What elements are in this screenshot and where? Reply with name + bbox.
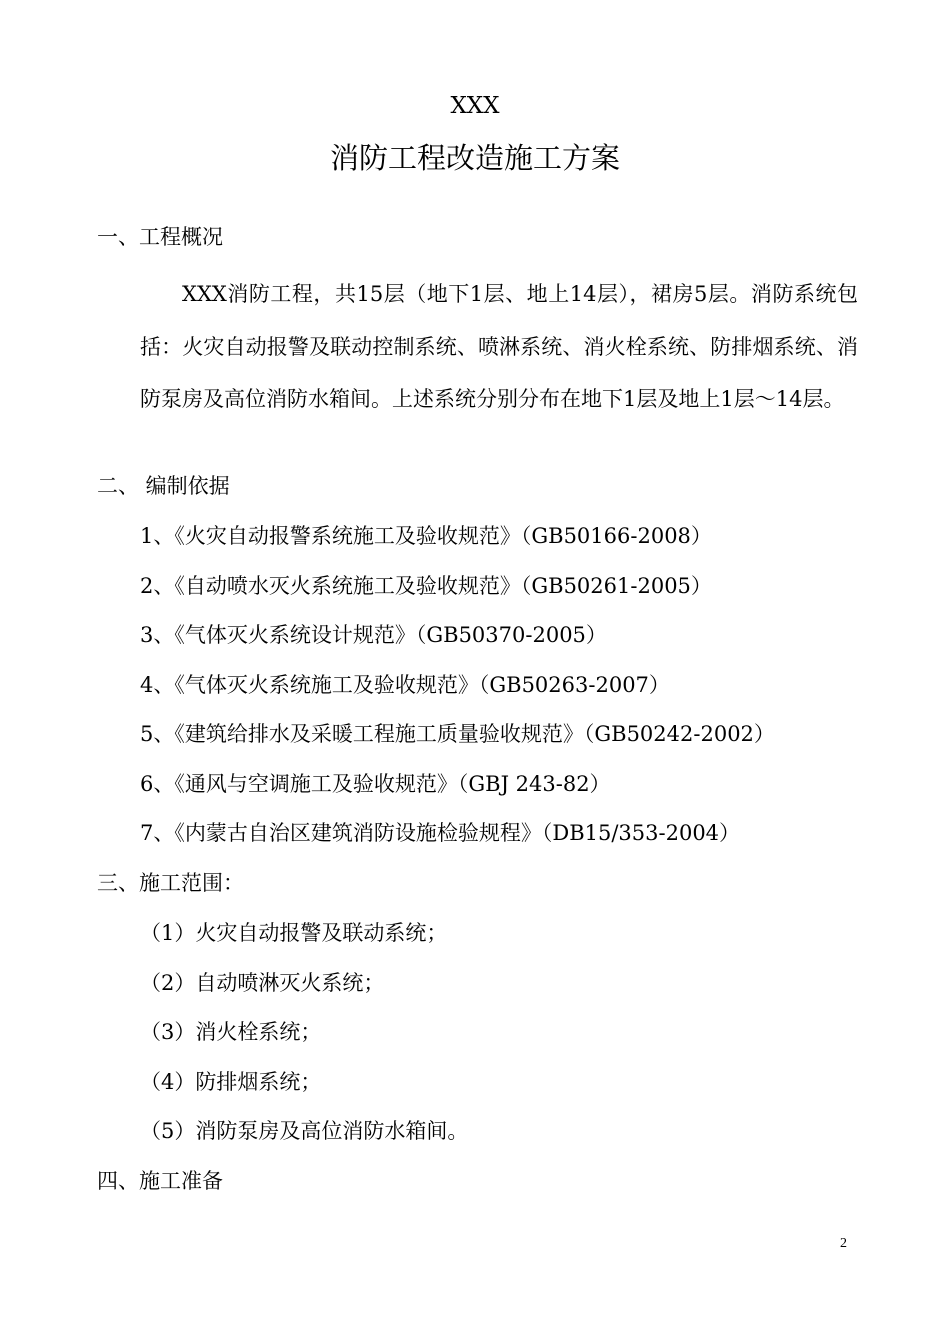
scope-list-item: （5）消防泵房及高位消防水箱间。: [140, 1119, 469, 1143]
section-heading-preparation: 四、施工准备: [97, 1169, 223, 1193]
page-number: 2: [840, 1236, 847, 1251]
scope-list-item: （2）自动喷淋灭火系统；: [140, 971, 385, 995]
basis-list-item: 3、《气体灭火系统设计规范》（GB50370-2005）: [140, 623, 607, 647]
section-heading-overview: 一、工程概况: [97, 225, 223, 249]
scope-list-item: （4）防排烟系统；: [140, 1070, 322, 1094]
basis-list-item: 2、《自动喷水灭火系统施工及验收规范》（GB50261-2005）: [140, 574, 712, 598]
basis-list-item: 5、《建筑给排水及采暖工程施工质量验收规范》（GB50242-2002）: [140, 722, 775, 746]
scope-list-item: （3）消火栓系统；: [140, 1020, 322, 1044]
basis-list-item: 7、《内蒙古自治区建筑消防设施检验规程》（DB15/353-2004）: [140, 821, 741, 845]
document-title-project: XXX: [450, 93, 500, 119]
overview-paragraph: XXX消防工程，共15层（地下1层、地上14层），裙房5层。消防系统包括：火灾自动报警及联动控制系统、喷淋系统、消火栓系统、防排烟系统、消防泵房及高位消防水箱间。上述系统分别分布在地下1层及地上1层～14层。: [140, 282, 858, 411]
scope-list-item: （1）火灾自动报警及联动系统；: [140, 921, 448, 945]
document-title: 消防工程改造施工方案: [329, 141, 620, 175]
basis-list-item: 4、《气体灭火系统施工及验收规范》（GB50263-2007）: [140, 673, 670, 697]
section-heading-basis: 二、 编制依据: [97, 474, 230, 498]
basis-list-item: 6、《通风与空调施工及验收规范》（GBJ 243-82）: [140, 772, 611, 796]
basis-list-item: 1、《火灾自动报警系统施工及验收规范》（GB50166-2008）: [140, 524, 712, 548]
section-heading-scope: 三、施工范围：: [97, 871, 244, 895]
